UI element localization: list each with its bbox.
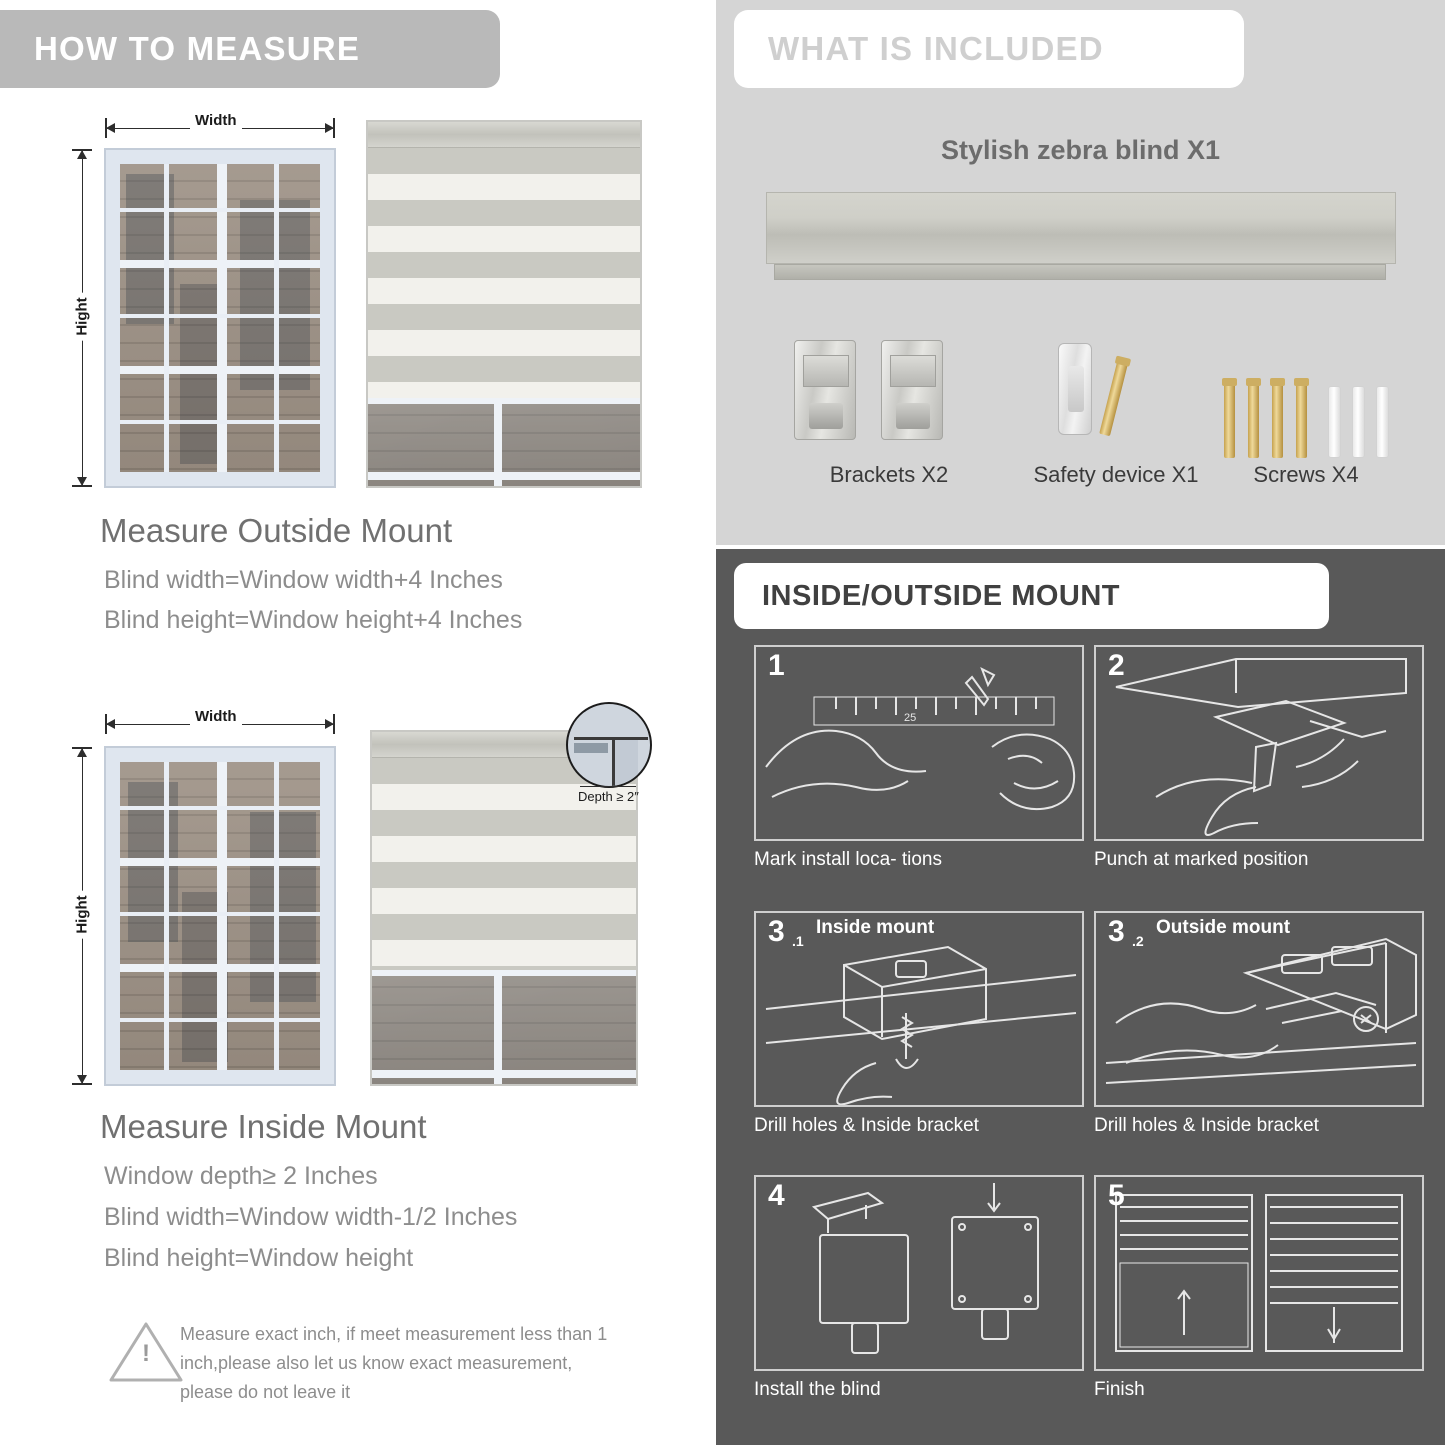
- blind-headrail: [368, 122, 640, 148]
- screw-icon-2: [1248, 384, 1259, 458]
- step-3-2-sub: .2: [1132, 933, 1144, 949]
- inside-mount-line-3: Blind height=Window height: [104, 1244, 414, 1272]
- window-mullion-horizontal-1: [120, 260, 320, 268]
- wall-anchor-icon-3: [1376, 386, 1389, 458]
- zebra-blind-bottom-lip: [774, 264, 1386, 280]
- window-muntin-5: [120, 420, 320, 424]
- outside-width-label: Width: [190, 112, 242, 129]
- window-mullion-horizontal-2: [120, 366, 320, 374]
- screw-icon-4: [1296, 384, 1307, 458]
- outside-mount-blind: [366, 120, 642, 488]
- step-4-number: 4: [768, 1179, 785, 1212]
- depth-callout-circle: [566, 702, 652, 788]
- outside-height-label: Hight: [74, 292, 91, 340]
- blind-window-below: [368, 398, 640, 486]
- finished-blind-icon: [1096, 1177, 1422, 1369]
- inside-height-arrow-up: [77, 748, 87, 757]
- how-to-measure-banner-label: HOW TO MEASURE: [34, 30, 361, 67]
- step-3-2-caption: Drill holes & Inside bracket: [1094, 1115, 1319, 1136]
- what-is-included-panel: [716, 0, 1445, 545]
- outside-mount-line-1: Blind width=Window width+4 Inches: [104, 566, 503, 594]
- wall-anchor-icon-2: [1352, 386, 1365, 458]
- step-4-caption: Install the blind: [754, 1379, 881, 1400]
- safety-device-label: Safety device X1: [1033, 462, 1199, 487]
- step-1-box: [754, 645, 1084, 841]
- blind-zebra-fabric: [368, 148, 640, 398]
- inside-bracket-icon: [756, 913, 1082, 1105]
- step-2-caption: Punch at marked position: [1094, 849, 1309, 870]
- outside-width-tick-left: [105, 118, 107, 138]
- inside-width-arrow-left: [106, 719, 115, 729]
- step-2-box: [1094, 645, 1424, 841]
- step-3-1-title: Inside mount: [816, 917, 935, 938]
- screw-icon-3: [1272, 384, 1283, 458]
- outside-width-arrow-left: [106, 123, 115, 133]
- inside-width-label: Width: [190, 708, 242, 725]
- wall-anchor-icon-1: [1328, 386, 1341, 458]
- brackets-label: Brackets X2: [829, 462, 949, 487]
- step-2-number: 2: [1108, 649, 1125, 682]
- product-name-label: Stylish zebra blind X1: [940, 135, 1221, 165]
- outside-mount-line-2: Blind height=Window height+4 Inches: [104, 606, 523, 634]
- step-3-1-number: 3: [768, 915, 785, 948]
- warning-triangle-icon: [108, 1320, 184, 1384]
- step-3-2-title: Outside mount: [1156, 917, 1291, 938]
- safety-device-icon: [1058, 343, 1092, 435]
- inside-mount-line-1: Window depth≥ 2 Inches: [104, 1162, 378, 1190]
- blind-window-below-2: [372, 970, 636, 1084]
- outside-width-tick-right: [333, 118, 335, 138]
- zebra-blind-headrail-illustration: [766, 192, 1396, 264]
- outside-mount-window: [104, 148, 336, 488]
- inside-mount-line-2: Blind width=Window width-1/2 Inches: [104, 1203, 518, 1231]
- step-5-number: 5: [1108, 1179, 1125, 1212]
- bracket-icon: [794, 340, 856, 440]
- depth-label: Depth ≥ 2″: [578, 789, 639, 804]
- warning-exclamation: !: [142, 1340, 150, 1367]
- outside-height-arrow-up: [77, 150, 87, 159]
- inside-height-tick-bottom: [72, 1083, 92, 1085]
- outside-height-tick-bottom: [72, 485, 92, 487]
- step-3-1-sub: .1: [792, 933, 804, 949]
- step-3-1-caption: Drill holes & Inside bracket: [754, 1115, 979, 1136]
- what-is-included-banner: [734, 10, 1244, 88]
- inside-mount-window: [104, 746, 336, 1086]
- step-1-caption: Mark install loca- tions: [754, 849, 942, 870]
- bracket-icon-2: [881, 340, 943, 440]
- what-is-included-banner-label: WHAT IS INCLUDED: [768, 30, 1104, 67]
- ruler-pencil-icon: [756, 647, 1082, 839]
- inside-width-tick-left: [105, 714, 107, 734]
- step-5-caption: Finish: [1094, 1379, 1145, 1400]
- drill-icon: [1096, 647, 1422, 839]
- outside-height-tick-top: [72, 149, 92, 151]
- inside-mount-title: Measure Inside Mount: [100, 1108, 427, 1145]
- how-to-measure-banner: [0, 10, 500, 88]
- inside-outside-mount-banner-label: INSIDE/OUTSIDE MOUNT: [762, 579, 1121, 612]
- screws-label: Screws X4: [1253, 462, 1359, 487]
- how-to-measure-panel: [0, 0, 712, 1445]
- step-5-box: [1094, 1175, 1424, 1371]
- safety-device-screw-icon: [1099, 362, 1128, 436]
- step-3-2-number: 3: [1108, 915, 1125, 948]
- svg-text:25: 25: [904, 712, 917, 724]
- outside-bracket-icon: [1096, 913, 1422, 1105]
- window-muntin-4: [120, 314, 320, 318]
- inside-width-tick-right: [333, 714, 335, 734]
- inside-height-label: Hight: [74, 890, 91, 938]
- warning-text: Measure exact inch, if meet measurement less than 1 inch,please also let us know exact measurement, please do not leave it: [180, 1324, 608, 1402]
- inside-outside-mount-banner: [734, 563, 1329, 629]
- outside-mount-title: Measure Outside Mount: [100, 512, 453, 549]
- inside-outside-mount-panel: [716, 549, 1445, 1445]
- depth-dim-line: [580, 786, 636, 787]
- step-1-number: 1: [768, 649, 785, 682]
- step-4-box: [754, 1175, 1084, 1371]
- screw-icon-1: [1224, 384, 1235, 458]
- window-muntin-3: [120, 208, 320, 212]
- inside-height-tick-top: [72, 747, 92, 749]
- install-blind-icon: [756, 1177, 1082, 1369]
